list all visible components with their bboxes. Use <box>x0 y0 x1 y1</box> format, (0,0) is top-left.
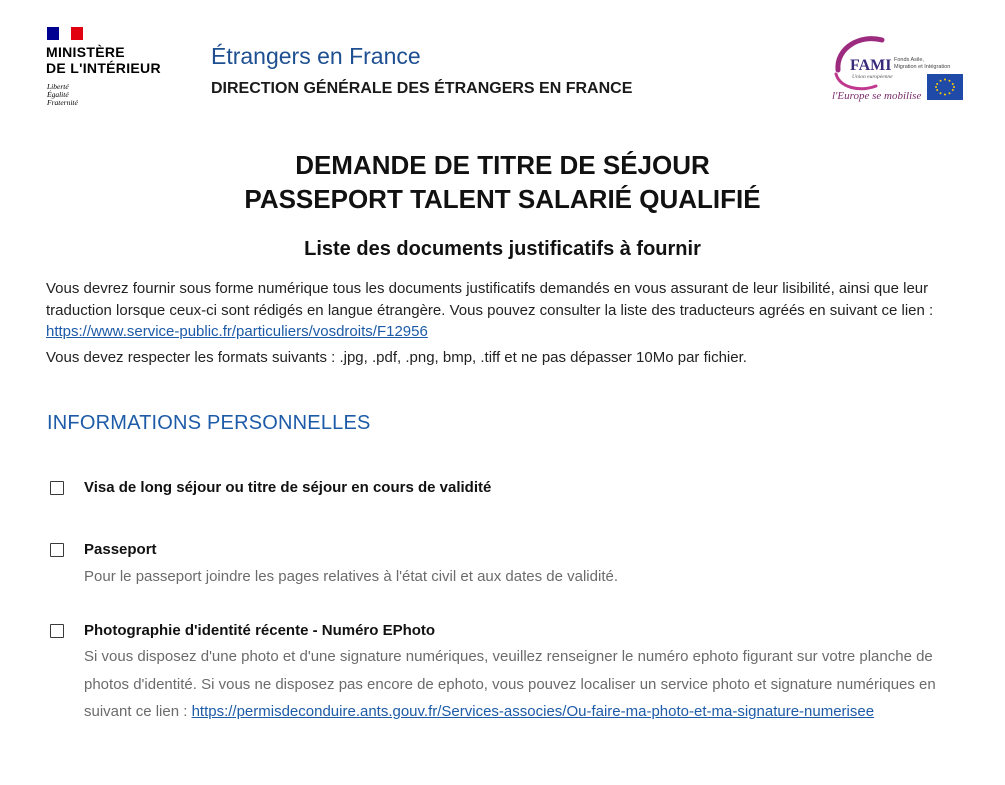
translators-link[interactable]: https://www.service-public.fr/particuliers/vosdroits/F12956 <box>46 323 428 340</box>
fami-desc-line1: Fonds Asile, <box>894 57 924 63</box>
fami-tagline: l'Europe se mobilise <box>832 90 922 102</box>
page-title-line2: PASSEPORT TALENT SALARIÉ QUALIFIÉ <box>244 184 761 214</box>
intro-paragraph <box>46 278 966 343</box>
documents-heading: Liste des documents justificatifs à fournir <box>304 238 701 260</box>
ministry-name-line1: MINISTÈRE <box>46 44 125 60</box>
fami-acronym: FAMI <box>850 57 892 74</box>
section-heading-personal-info: INFORMATIONS PERSONNELLES <box>47 412 371 434</box>
checkbox-photo[interactable] <box>50 624 64 638</box>
item-desc-photo <box>84 643 974 726</box>
motto-liberte: Liberté <box>47 82 69 91</box>
checkbox-visa[interactable] <box>50 481 64 495</box>
item-desc-photo-text: Si vous disposez d'une photo et d'une signature numériques, veuillez renseigner le numéro ephoto figurant sur votre planche de photos d'identité. Si vous ne disposez pas encore de ephoto, vous pouvez localiser un service photo et signature numériques en suivant ce lien : <box>84 648 936 720</box>
ephoto-link[interactable]: https://permisdeconduire.ants.gouv.fr/Services-associes/Ou-faire-ma-photo-et-ma-signature-numerisee <box>191 703 875 720</box>
site-title[interactable]: Étrangers en France <box>211 43 421 69</box>
item-title-photo: Photographie d'identité récente - Numéro EPhoto <box>84 622 436 639</box>
ministry-name-line2: DE L'INTÉRIEUR <box>46 60 161 76</box>
formats-note: Vous devez respecter les formats suivants : .jpg, .pdf, .png, bmp, .tiff et ne pas dépasser 10Mo par fichier. <box>46 349 747 366</box>
item-title-passport: Passeport <box>84 541 157 558</box>
fami-union: Union européenne <box>852 74 893 80</box>
item-desc-passport: Pour le passeport joindre les pages relatives à l'état civil et aux dates de validité. <box>84 568 618 585</box>
intro-text: Vous devrez fournir sous forme numérique tous les documents justificatifs demandés en vous assurant de leur lisibilité, ainsi que leur traduction lorsque ceux-ci sont rédigés en langue étrangère. Vous pouvez consulter la liste des traducteurs agréés en suivant ce lien : <box>46 280 934 319</box>
checkbox-passport[interactable] <box>50 543 64 557</box>
site-subtitle: DIRECTION GÉNÉRALE DES ÉTRANGERS EN FRANCE <box>211 80 633 97</box>
motto-egalite: Égalité <box>47 90 69 99</box>
french-flag-icon <box>47 27 83 40</box>
ministry-name <box>46 44 161 76</box>
republic-motto <box>47 83 78 107</box>
page-title-line1: DEMANDE DE TITRE DE SÉJOUR <box>295 150 710 180</box>
motto-fraternite: Fraternité <box>47 98 78 107</box>
fami-desc-line2: Migration et Intégration <box>894 64 951 70</box>
eu-flag-icon <box>927 74 963 100</box>
item-title-visa: Visa de long séjour ou titre de séjour en cours de validité <box>84 479 492 496</box>
